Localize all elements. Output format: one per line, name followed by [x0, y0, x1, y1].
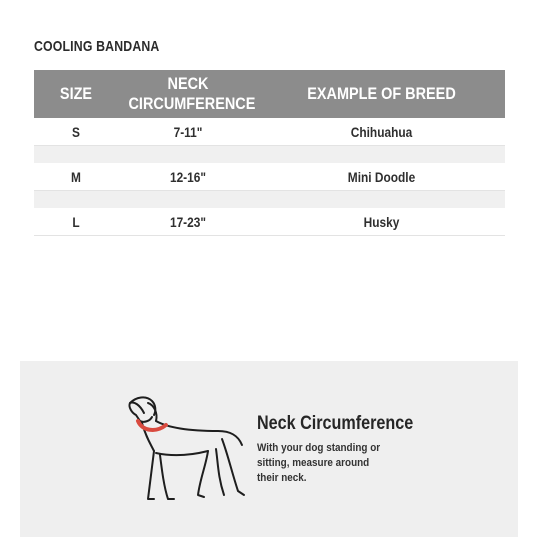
- chart-title: COOLING BANDANA: [34, 38, 160, 55]
- neck-measure-instructions: With your dog standing or sitting, measure around their neck.: [257, 442, 381, 484]
- dog-icon: [126, 391, 246, 503]
- cell-neck: 12-16": [169, 168, 207, 185]
- header-size: SIZE: [59, 84, 93, 103]
- cell-breed: Mini Doodle: [347, 168, 416, 185]
- row-spacer: [34, 146, 505, 163]
- table-row: [34, 208, 505, 236]
- size-table: [34, 70, 505, 236]
- table-row: [34, 118, 505, 146]
- cell-neck: 7-11": [173, 123, 203, 140]
- table-row: [34, 163, 505, 191]
- cell-breed: Chihuahua: [350, 123, 413, 140]
- neck-circumference-heading: Neck Circumference: [257, 413, 414, 434]
- cell-neck: 17-23": [169, 213, 207, 230]
- cell-breed: Husky: [363, 213, 400, 230]
- header-neck-circumference: NECK CIRCUMFERENCE: [128, 74, 256, 113]
- cell-size: S: [72, 123, 80, 140]
- header-example-breed: EXAMPLE OF BREED: [307, 84, 456, 103]
- cell-size: M: [71, 168, 81, 185]
- measure-guide-panel: [20, 361, 518, 537]
- row-spacer: [34, 191, 505, 208]
- table-header: [34, 70, 505, 118]
- cell-size: L: [72, 213, 80, 230]
